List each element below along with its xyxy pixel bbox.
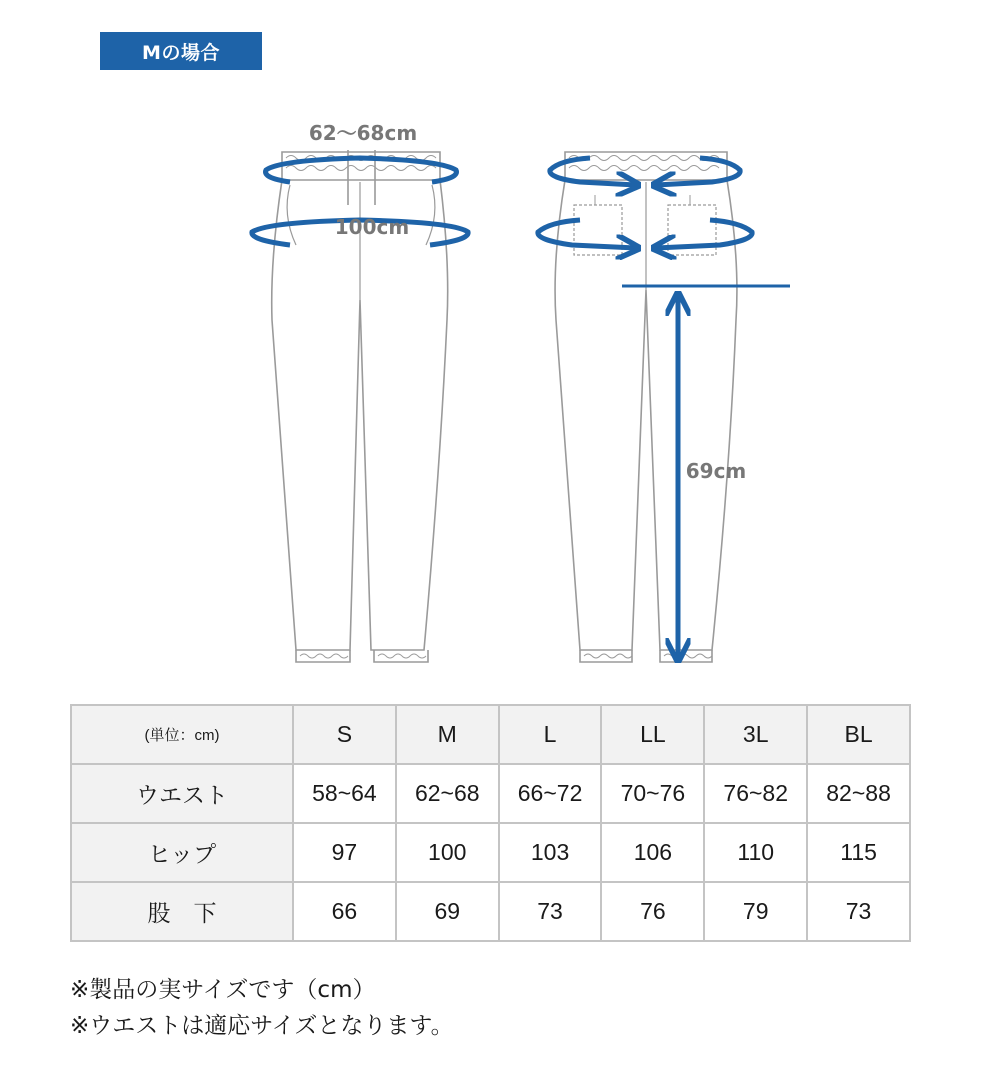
table-cell: 110 <box>704 823 807 882</box>
table-cell: 62~68 <box>396 764 499 823</box>
front-waistband-gathers-2 <box>286 166 436 171</box>
hip-measure-label: 100cm <box>334 215 410 239</box>
inseam-row <box>71 882 910 941</box>
table-cell: 76 <box>601 882 704 941</box>
size-m-badge: Mの場合 <box>100 32 262 70</box>
back-waist-left-arrow <box>550 158 636 185</box>
size-header-row <box>71 705 910 764</box>
table-cell: 66~72 <box>499 764 602 823</box>
back-hip-right-arrow <box>656 220 752 248</box>
front-right-pocket <box>426 185 435 245</box>
back-left-cuff-gathers <box>584 654 632 658</box>
size-header-cell: LL <box>601 705 704 764</box>
table-cell: 58~64 <box>293 764 396 823</box>
front-left-cuff <box>296 650 350 662</box>
table-cell: 69 <box>396 882 499 941</box>
table-cell: 79 <box>704 882 807 941</box>
waist-row <box>71 764 910 823</box>
back-right-cuff-gathers <box>664 654 712 658</box>
table-cell: 76~82 <box>704 764 807 823</box>
size-notes <box>70 972 454 1044</box>
table-cell: 106 <box>601 823 704 882</box>
size-header-cell: BL <box>807 705 910 764</box>
back-waistband-gathers <box>569 156 719 161</box>
table-cell: 73 <box>499 882 602 941</box>
back-hip-left-arrow <box>538 220 636 248</box>
table-cell: 97 <box>293 823 396 882</box>
row-label-inseam: 股 下 <box>71 882 293 941</box>
front-left-cuff-gathers <box>300 654 348 658</box>
size-chart-table <box>70 704 911 942</box>
hip-row <box>71 823 910 882</box>
note-waist-fit: ※ウエストは適応サイズとなります。 <box>70 1013 454 1039</box>
table-cell: 70~76 <box>601 764 704 823</box>
front-left-pocket <box>287 185 296 245</box>
front-right-cuff-gathers <box>378 654 426 658</box>
back-waistband-gathers-2 <box>569 166 719 171</box>
table-cell: 82~88 <box>807 764 910 823</box>
table-cell: 115 <box>807 823 910 882</box>
inseam-measure-label: 69cm <box>685 459 747 483</box>
size-header-cell: M <box>396 705 499 764</box>
row-label-hip: ヒップ <box>71 823 293 882</box>
unit-label: (単位：cm) <box>71 705 293 764</box>
waist-measure-label: 62〜68cm <box>308 121 418 145</box>
table-cell: 100 <box>396 823 499 882</box>
size-header-cell: 3L <box>704 705 807 764</box>
table-cell: 66 <box>293 882 396 941</box>
table-cell: 103 <box>499 823 602 882</box>
back-pants-illustration <box>555 152 737 662</box>
size-header-cell: S <box>293 705 396 764</box>
size-header-cell: L <box>499 705 602 764</box>
front-right-cuff <box>374 650 428 662</box>
row-label-waist: ウエスト <box>71 764 293 823</box>
note-actual-size: ※製品の実サイズです（cm） <box>70 977 376 1003</box>
table-cell: 73 <box>807 882 910 941</box>
